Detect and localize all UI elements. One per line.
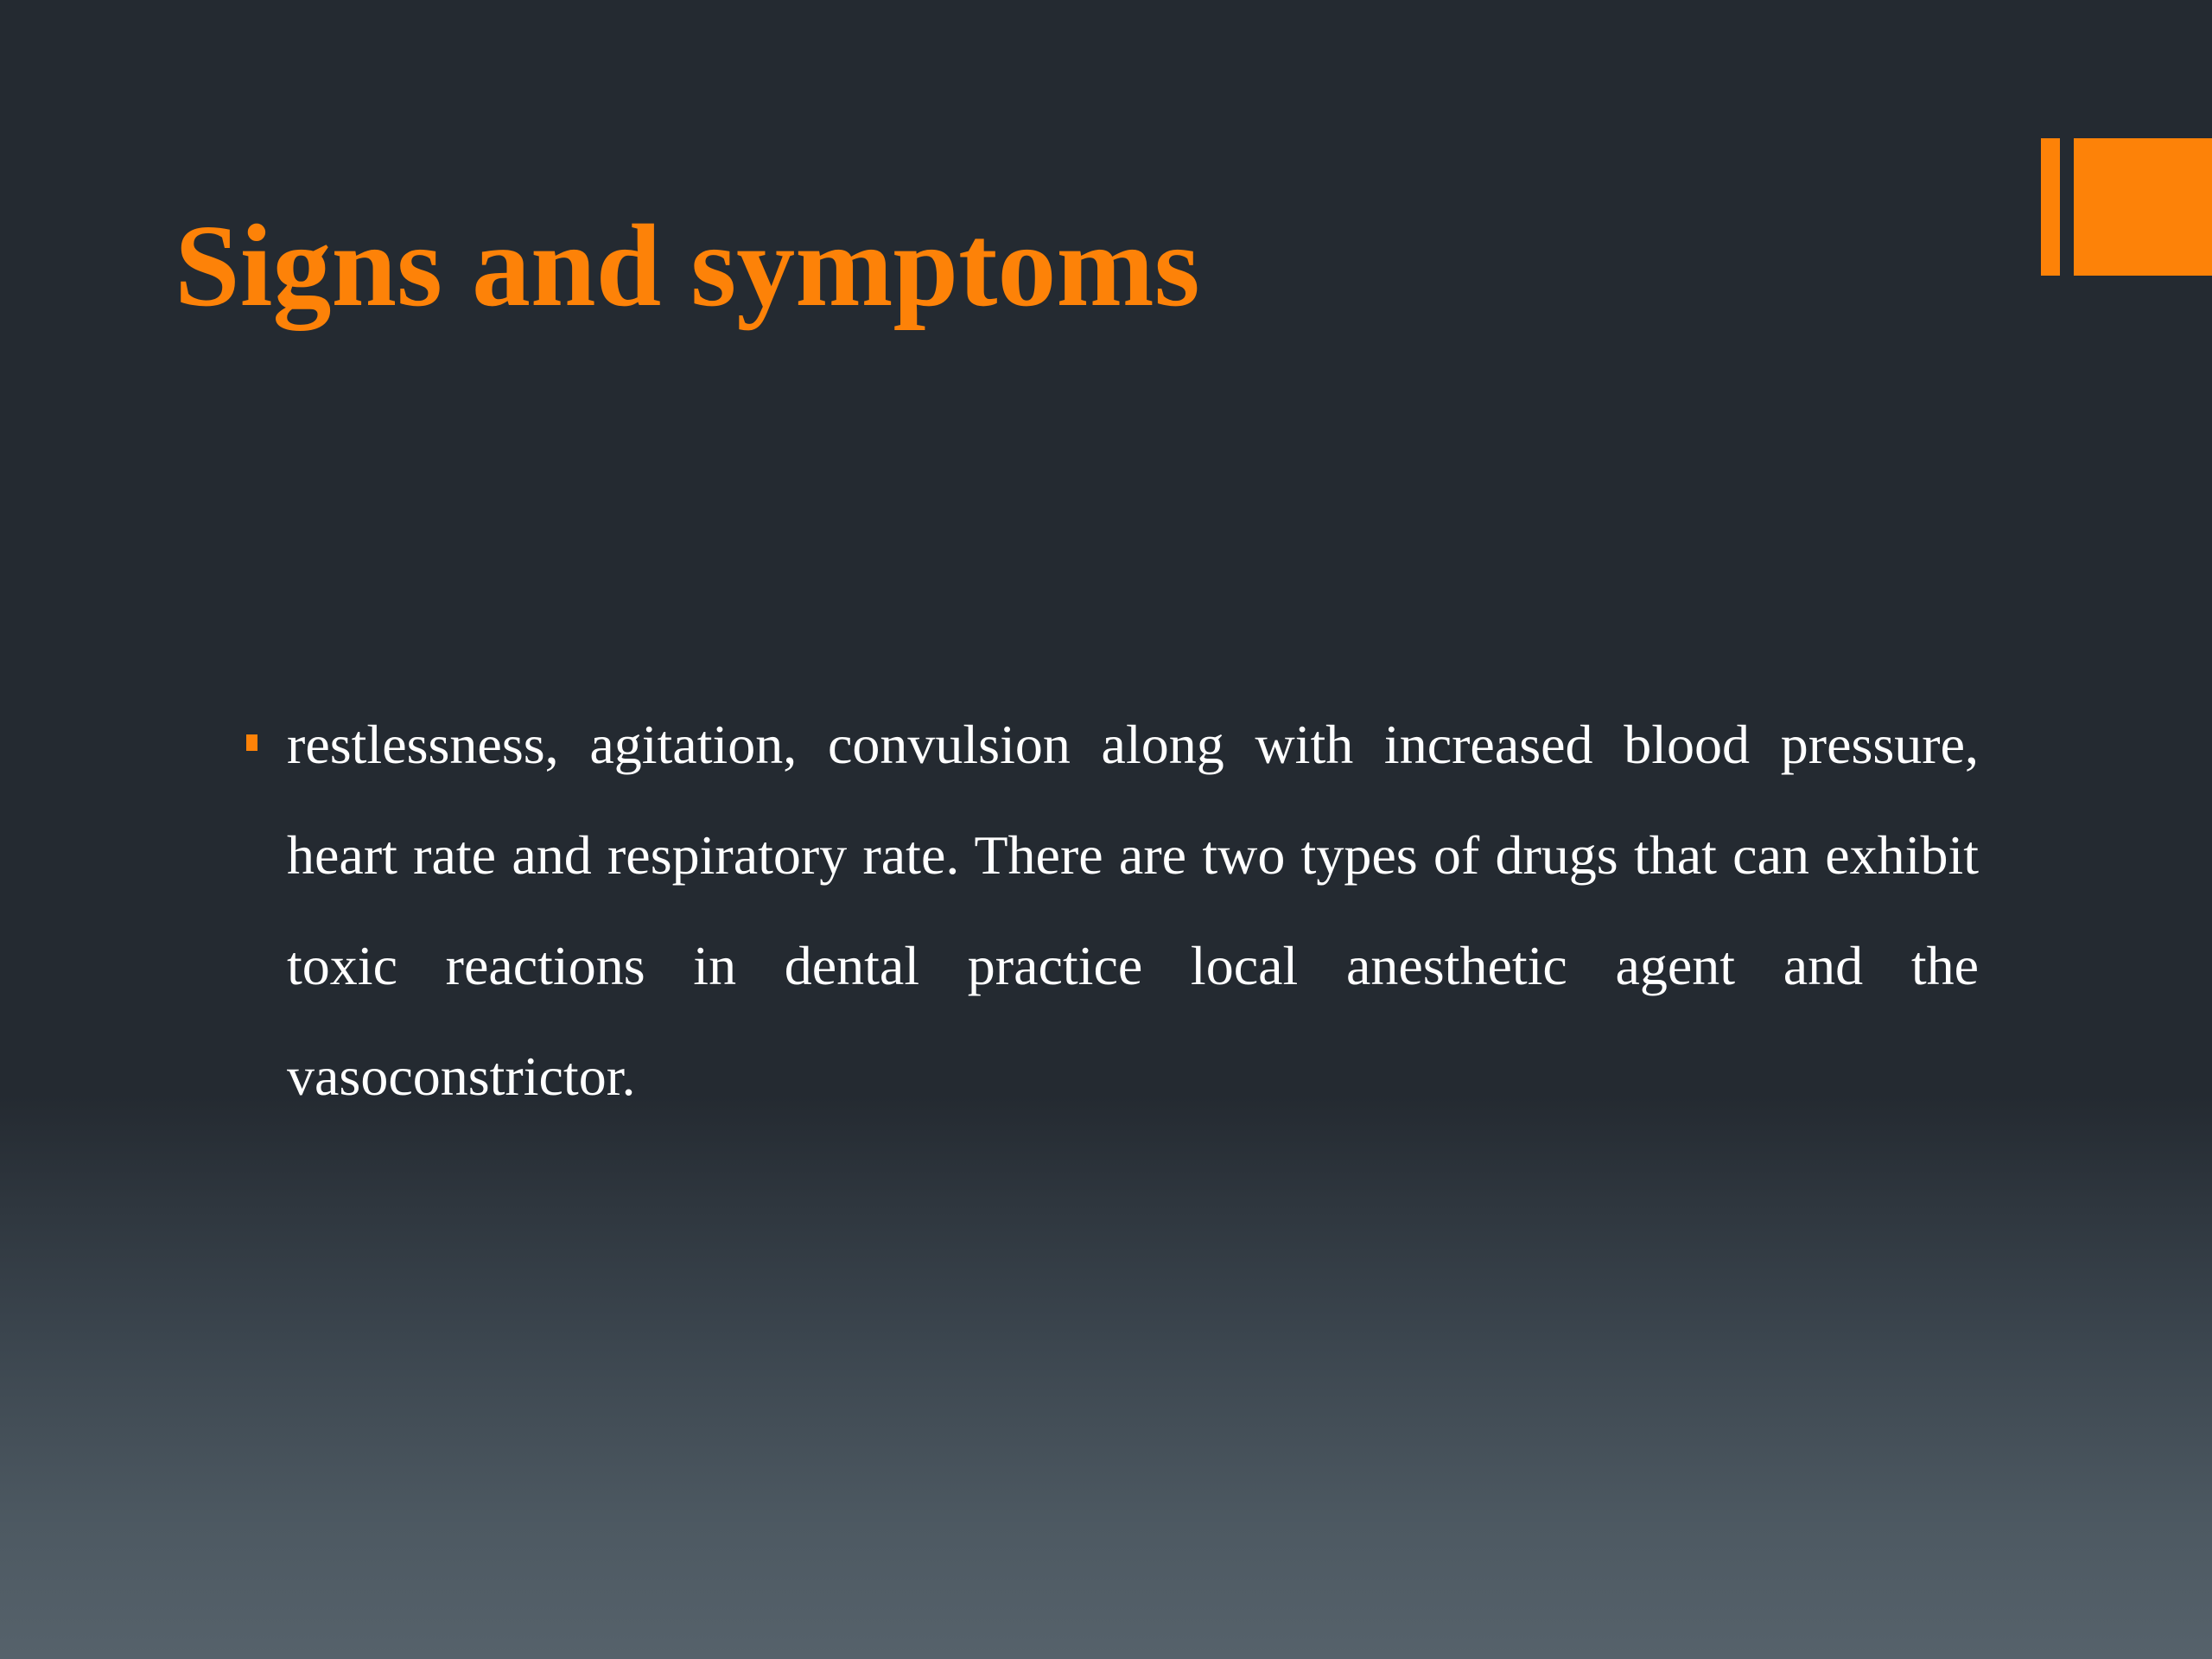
slide-content [246,690,1980,1132]
slide-title: Signs and symptoms [175,201,1200,331]
accent-bar-thin [2041,138,2060,276]
bullet-text: restlessness, agitation, convulsion along with increased blood pressure, heart rate and respiratory rate. There are two types of drugs that can exhibit toxic reactions in dental practice local anesthetic agent and the vasoconstrictor. [287,714,1979,1107]
accent-bar-thick [2074,138,2212,276]
square-bullet-icon [246,734,257,751]
bullet-item [246,690,1980,1132]
